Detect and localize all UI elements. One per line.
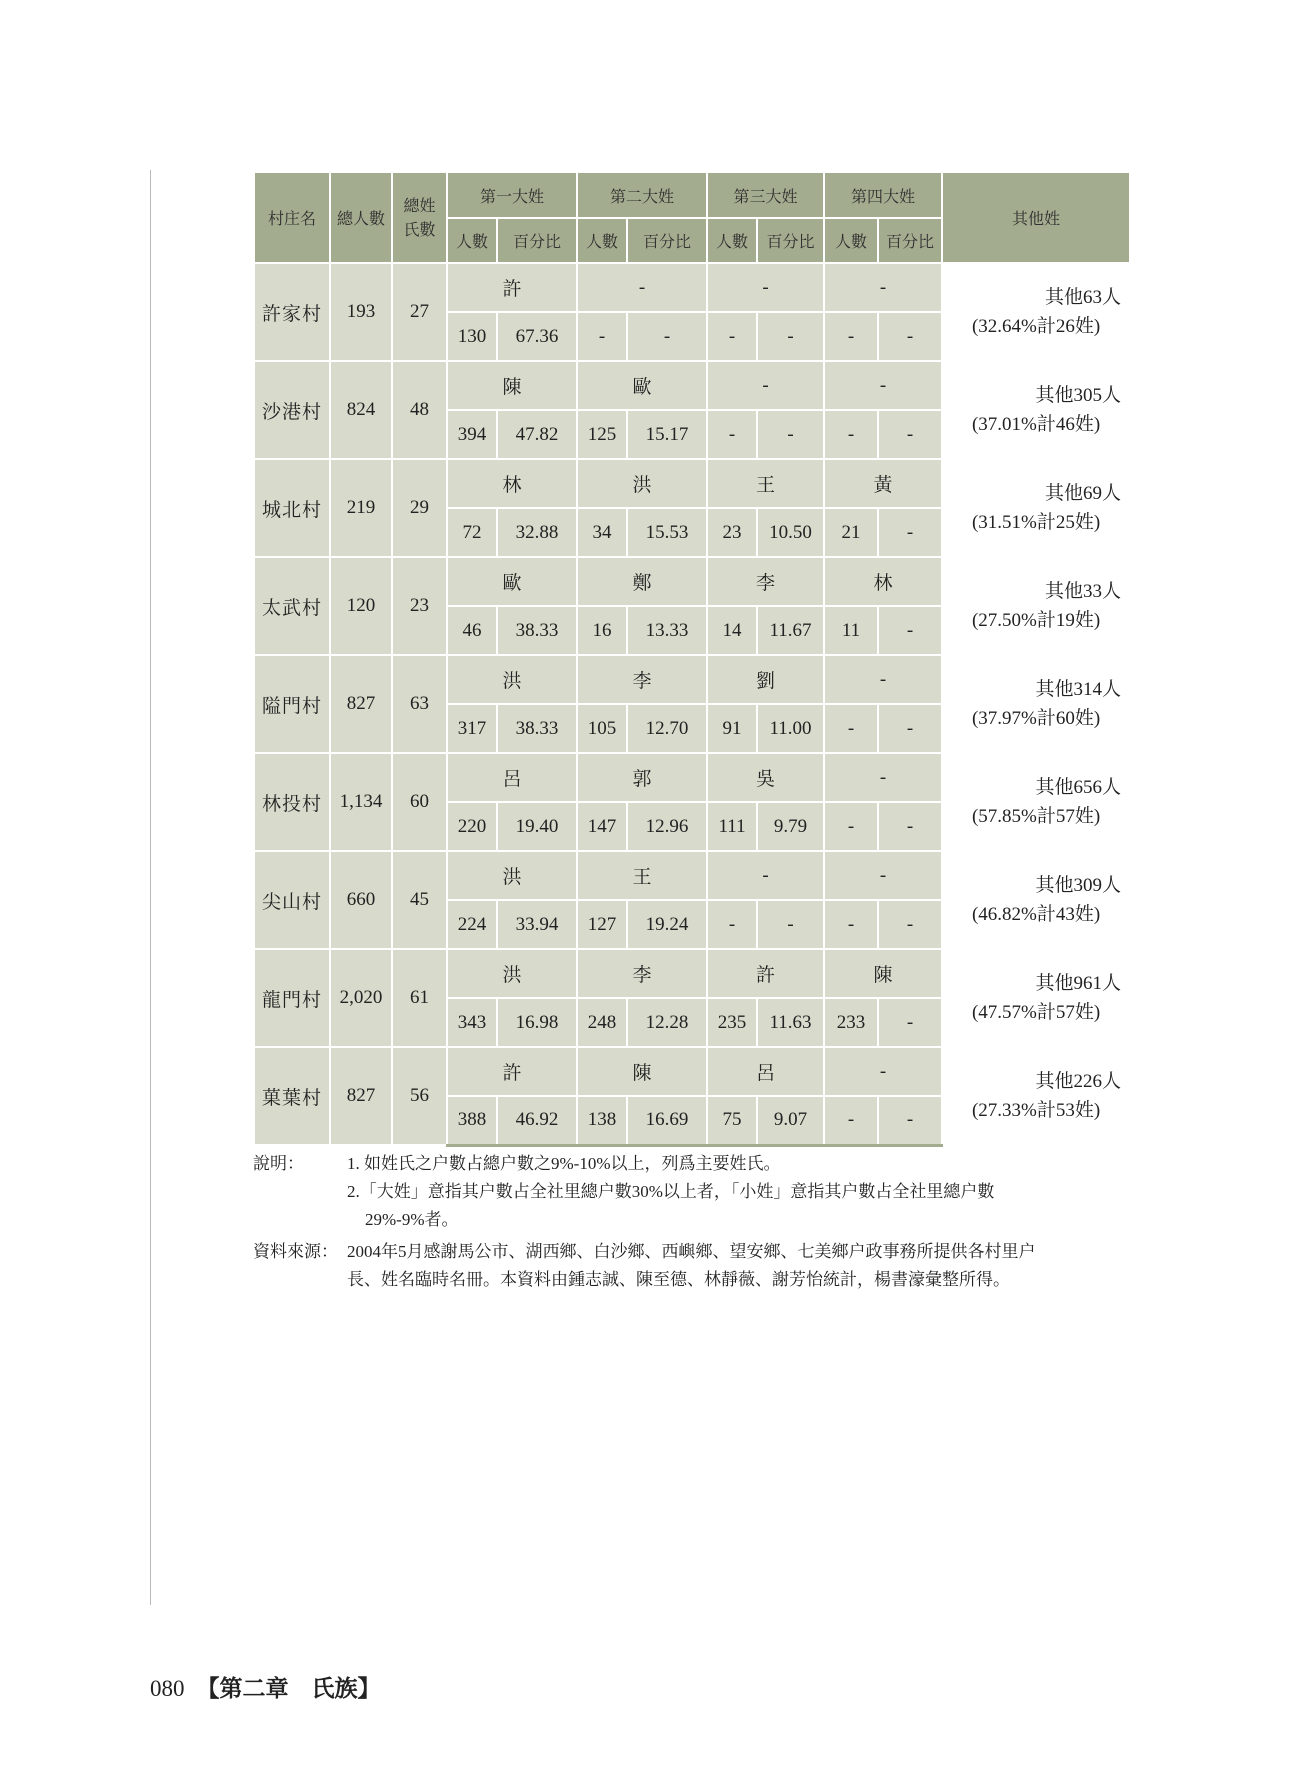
people-cell: 91 <box>707 704 757 753</box>
people-cell: 138 <box>577 1096 627 1145</box>
table-row <box>254 655 1130 704</box>
surname-cell: - <box>824 655 942 704</box>
people-cell: 248 <box>577 998 627 1047</box>
village-name: 城北村 <box>254 459 330 557</box>
village-name: 太武村 <box>254 557 330 655</box>
people-cell: 394 <box>447 410 497 459</box>
village-surname-count: 60 <box>392 753 447 851</box>
page-footer <box>150 1670 381 1703</box>
people-cell: 46 <box>447 606 497 655</box>
others-percent: (32.64%計26姓) <box>971 316 1101 337</box>
others-count: 其他656人 <box>1035 777 1122 798</box>
percent-cell: - <box>878 606 942 655</box>
village-total: 824 <box>330 361 392 459</box>
people-cell: 235 <box>707 998 757 1047</box>
note-explain <box>253 1150 1133 1234</box>
others-cell <box>942 949 1130 1047</box>
surname-cell: 郭 <box>577 753 707 802</box>
village-surname-count: 56 <box>392 1047 447 1145</box>
percent-cell: - <box>627 312 707 361</box>
others-percent: (37.97%計60姓) <box>971 708 1101 729</box>
others-cell <box>942 851 1130 949</box>
header-group-2: 第二大姓 <box>577 172 707 218</box>
surname-cell: - <box>824 263 942 312</box>
surname-cell: - <box>824 1047 942 1096</box>
header-group-4: 第四大姓 <box>824 172 942 218</box>
percent-cell: 46.92 <box>497 1096 577 1145</box>
percent-cell: - <box>878 410 942 459</box>
percent-cell: 10.50 <box>757 508 824 557</box>
percent-cell: 12.96 <box>627 802 707 851</box>
others-percent: (57.85%計57姓) <box>971 806 1101 827</box>
people-cell: 147 <box>577 802 627 851</box>
table-row <box>254 557 1130 606</box>
note-source <box>253 1238 1133 1294</box>
percent-cell: - <box>757 312 824 361</box>
people-cell: 11 <box>824 606 878 655</box>
header-people: 人數 <box>824 218 878 263</box>
surname-cell: 李 <box>577 949 707 998</box>
percent-cell: - <box>878 312 942 361</box>
surname-cell: - <box>707 361 824 410</box>
village-surname-count: 61 <box>392 949 447 1047</box>
others-count: 其他309人 <box>1035 875 1122 896</box>
surname-cell: 林 <box>447 459 577 508</box>
header-surname-count <box>392 172 447 263</box>
village-surname-count: 63 <box>392 655 447 753</box>
village-total: 2,020 <box>330 949 392 1047</box>
village-name: 隘門村 <box>254 655 330 753</box>
chapter-title: 【第二章 氏族】 <box>196 1676 381 1701</box>
percent-cell: 15.53 <box>627 508 707 557</box>
people-cell: 233 <box>824 998 878 1047</box>
table-row <box>254 851 1130 900</box>
others-percent: (46.82%計43姓) <box>971 904 1101 925</box>
people-cell: - <box>824 900 878 949</box>
percent-cell: 32.88 <box>497 508 577 557</box>
header-percent: 百分比 <box>878 218 942 263</box>
people-cell: 75 <box>707 1096 757 1145</box>
note-explain-2a: 2.「大姓」意指其户數占全社里總户數30%以上者，「小姓」意指其户數占全社里總户數 <box>347 1182 995 1201</box>
village-name: 林投村 <box>254 753 330 851</box>
others-count: 其他226人 <box>1035 1071 1122 1092</box>
village-total: 193 <box>330 263 392 361</box>
others-count: 其他69人 <box>1045 483 1122 504</box>
others-cell <box>942 459 1130 557</box>
village-surname-count: 48 <box>392 361 447 459</box>
others-count: 其他33人 <box>1045 581 1122 602</box>
percent-cell: 16.98 <box>497 998 577 1047</box>
note-explain-label: 說明： <box>253 1154 304 1173</box>
note-source-label: 資料來源： <box>253 1242 338 1261</box>
percent-cell: 47.82 <box>497 410 577 459</box>
header-group-1: 第一大姓 <box>447 172 577 218</box>
people-cell: 125 <box>577 410 627 459</box>
people-cell: - <box>707 900 757 949</box>
surname-cell: 歐 <box>577 361 707 410</box>
people-cell: 224 <box>447 900 497 949</box>
percent-cell: 11.00 <box>757 704 824 753</box>
people-cell: 34 <box>577 508 627 557</box>
percent-cell: 67.36 <box>497 312 577 361</box>
others-count: 其他63人 <box>1045 287 1122 308</box>
surname-cell: 呂 <box>447 753 577 802</box>
people-cell: - <box>824 1096 878 1145</box>
people-cell: 23 <box>707 508 757 557</box>
others-cell <box>942 1047 1130 1145</box>
header-people: 人數 <box>447 218 497 263</box>
village-name: 沙港村 <box>254 361 330 459</box>
header-total: 總人數 <box>330 172 392 263</box>
village-surname-count: 23 <box>392 557 447 655</box>
others-percent: (47.57%計57姓) <box>971 1002 1101 1023</box>
table-row <box>254 1047 1130 1096</box>
village-name: 龍門村 <box>254 949 330 1047</box>
table-row <box>254 361 1130 410</box>
surname-cell: - <box>824 361 942 410</box>
percent-cell: 38.33 <box>497 606 577 655</box>
surname-cell: 陳 <box>447 361 577 410</box>
header-percent: 百分比 <box>627 218 707 263</box>
surname-cell: 洪 <box>577 459 707 508</box>
others-cell <box>942 655 1130 753</box>
note-explain-1: 1. 如姓氏之户數占總户數之9%-10%以上，列爲主要姓氏。 <box>347 1154 781 1173</box>
percent-cell: 9.79 <box>757 802 824 851</box>
header-village: 村庄名 <box>254 172 330 263</box>
others-cell <box>942 753 1130 851</box>
people-cell: - <box>707 312 757 361</box>
surname-cell: 林 <box>824 557 942 606</box>
table-row <box>254 949 1130 998</box>
people-cell: 14 <box>707 606 757 655</box>
village-surname-count: 27 <box>392 263 447 361</box>
village-surname-count: 45 <box>392 851 447 949</box>
village-total: 660 <box>330 851 392 949</box>
header-group-3: 第三大姓 <box>707 172 824 218</box>
village-total: 219 <box>330 459 392 557</box>
notes <box>253 1150 1133 1294</box>
surname-cell: 劉 <box>707 655 824 704</box>
table-row <box>254 459 1130 508</box>
people-cell: 111 <box>707 802 757 851</box>
people-cell: 105 <box>577 704 627 753</box>
village-name: 尖山村 <box>254 851 330 949</box>
people-cell: 388 <box>447 1096 497 1145</box>
percent-cell: 11.63 <box>757 998 824 1047</box>
village-name: 菓葉村 <box>254 1047 330 1145</box>
surname-cell: - <box>577 263 707 312</box>
village-name: 許家村 <box>254 263 330 361</box>
people-cell: - <box>824 312 878 361</box>
note-source-2: 長、姓名臨時名冊。本資料由鍾志誠、陳至德、林靜薇、謝芳怡統計，楊書濠彙整所得。 <box>347 1270 1010 1289</box>
header-surname-count-text: 總姓 氏數 <box>403 195 436 239</box>
percent-cell: - <box>878 1096 942 1145</box>
surname-cell: 洪 <box>447 949 577 998</box>
people-cell: - <box>824 802 878 851</box>
village-total: 827 <box>330 1047 392 1145</box>
village-total: 827 <box>330 655 392 753</box>
surname-cell: - <box>707 851 824 900</box>
people-cell: 21 <box>824 508 878 557</box>
surname-cell: 黃 <box>824 459 942 508</box>
percent-cell: - <box>757 900 824 949</box>
others-percent: (27.33%計53姓) <box>971 1100 1101 1121</box>
people-cell: 127 <box>577 900 627 949</box>
header-people: 人數 <box>577 218 627 263</box>
others-cell <box>942 557 1130 655</box>
margin-rule <box>150 170 151 1605</box>
percent-cell: 12.28 <box>627 998 707 1047</box>
percent-cell: 15.17 <box>627 410 707 459</box>
people-cell: 16 <box>577 606 627 655</box>
percent-cell: 19.40 <box>497 802 577 851</box>
percent-cell: 19.24 <box>627 900 707 949</box>
percent-cell: 11.67 <box>757 606 824 655</box>
percent-cell: - <box>878 508 942 557</box>
people-cell: 72 <box>447 508 497 557</box>
people-cell: 130 <box>447 312 497 361</box>
header-percent: 百分比 <box>497 218 577 263</box>
people-cell: - <box>577 312 627 361</box>
percent-cell: 38.33 <box>497 704 577 753</box>
village-total: 1,134 <box>330 753 392 851</box>
people-cell: - <box>824 410 878 459</box>
people-cell: - <box>707 410 757 459</box>
table-row <box>254 263 1130 312</box>
surname-cell: - <box>824 851 942 900</box>
surname-cell: 王 <box>577 851 707 900</box>
percent-cell: - <box>878 900 942 949</box>
percent-cell: - <box>878 704 942 753</box>
header-percent: 百分比 <box>757 218 824 263</box>
others-count: 其他314人 <box>1035 679 1122 700</box>
surname-cell: 吳 <box>707 753 824 802</box>
note-explain-2b: 29%-9%者。 <box>365 1210 459 1229</box>
surname-cell: - <box>707 263 824 312</box>
percent-cell: - <box>757 410 824 459</box>
percent-cell: 16.69 <box>627 1096 707 1145</box>
surname-table <box>253 171 1131 1147</box>
surname-cell: 李 <box>577 655 707 704</box>
percent-cell: 33.94 <box>497 900 577 949</box>
others-percent: (31.51%計25姓) <box>971 512 1101 533</box>
surname-cell: 陳 <box>577 1047 707 1096</box>
others-cell <box>942 263 1130 361</box>
people-cell: 343 <box>447 998 497 1047</box>
surname-cell: 呂 <box>707 1047 824 1096</box>
surname-cell: 洪 <box>447 851 577 900</box>
page-number: 080 <box>150 1676 185 1701</box>
others-percent: (27.50%計19姓) <box>971 610 1101 631</box>
note-source-1: 2004年5月感謝馬公市、湖西鄉、白沙鄉、西嶼鄉、望安鄉、七美鄉户政事務所提供各村里户 <box>347 1242 1036 1261</box>
others-cell <box>942 361 1130 459</box>
surname-cell: 許 <box>447 263 577 312</box>
surname-cell: - <box>824 753 942 802</box>
surname-cell: 許 <box>707 949 824 998</box>
village-surname-count: 29 <box>392 459 447 557</box>
surname-cell: 許 <box>447 1047 577 1096</box>
people-cell: - <box>824 704 878 753</box>
surname-cell: 鄭 <box>577 557 707 606</box>
table-row <box>254 753 1130 802</box>
percent-cell: 12.70 <box>627 704 707 753</box>
people-cell: 317 <box>447 704 497 753</box>
surname-cell: 李 <box>707 557 824 606</box>
others-percent: (37.01%計46姓) <box>971 414 1101 435</box>
percent-cell: - <box>878 802 942 851</box>
surname-cell: 歐 <box>447 557 577 606</box>
surname-cell: 陳 <box>824 949 942 998</box>
village-total: 120 <box>330 557 392 655</box>
others-count: 其他305人 <box>1035 385 1122 406</box>
others-count: 其他961人 <box>1035 973 1122 994</box>
surname-cell: 王 <box>707 459 824 508</box>
header-people: 人數 <box>707 218 757 263</box>
people-cell: 220 <box>447 802 497 851</box>
surname-cell: 洪 <box>447 655 577 704</box>
table-body <box>254 263 1130 1145</box>
percent-cell: 13.33 <box>627 606 707 655</box>
percent-cell: - <box>878 998 942 1047</box>
header-others: 其他姓 <box>942 172 1130 263</box>
percent-cell: 9.07 <box>757 1096 824 1145</box>
